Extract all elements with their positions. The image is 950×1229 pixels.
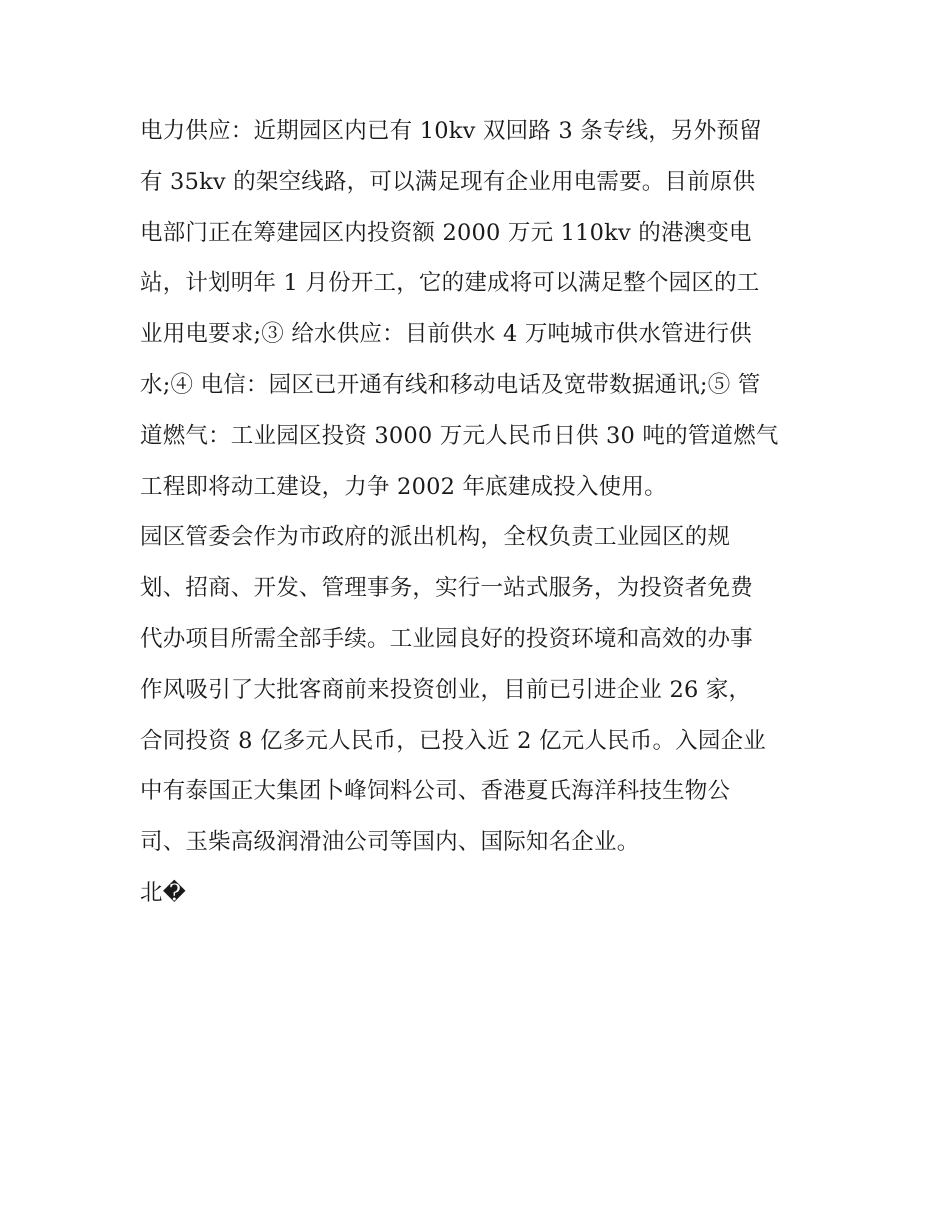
text-line: 划、招商、开发、管理事务，实行一站式服务，为投资者免费 bbox=[140, 575, 753, 602]
text-line: 代办项目所需全部手续。工业园良好的投资环境和高效的办事 bbox=[140, 625, 753, 652]
text-line: 合同投资 8 亿多元人民币，已投入近 2 亿元人民币。入园企业 bbox=[140, 727, 766, 754]
text-line: 作风吸引了大批客商前来投资创业，目前已引进企业 26 家， bbox=[140, 676, 752, 703]
text-line: 电部门正在筹建园区内投资额 2000 万元 110kv 的港澳变电 bbox=[140, 219, 752, 246]
text-line: 电力供应：近期园区内已有 10kv 双回路 3 条专线，另外预留 bbox=[140, 118, 762, 144]
body-text bbox=[140, 106, 820, 919]
text-line: 北� bbox=[140, 879, 186, 906]
text-line: 工程即将动工建设，力争 2002 年底建成投入使用。 bbox=[140, 473, 667, 500]
text-line: 业用电要求;③ 给水供应：目前供水 4 万吨城市供水管进行供 bbox=[140, 321, 752, 348]
text-line: 道燃气：工业园区投资 3000 万元人民币日供 30 吨的管道燃气 bbox=[140, 422, 779, 449]
text-line: 水;④ 电信：园区已开通有线和移动电话及宽带数据通讯;⑤ 管 bbox=[140, 371, 761, 398]
text-line: 园区管委会作为市政府的派出机构，全权负责工业园区的规 bbox=[140, 524, 731, 551]
text-line: 司、玉柴高级润滑油公司等国内、国际知名企业。 bbox=[140, 829, 640, 856]
text-line: 有 35kv 的架空线路，可以满足现有企业用电需要。目前原供 bbox=[140, 168, 756, 195]
text-line: 站，计划明年 1 月份开工，它的建成将可以满足整个园区的工 bbox=[140, 270, 760, 297]
text-line: 中有泰国正大集团卜峰饲料公司、香港夏氏海洋科技生物公 bbox=[140, 778, 731, 805]
